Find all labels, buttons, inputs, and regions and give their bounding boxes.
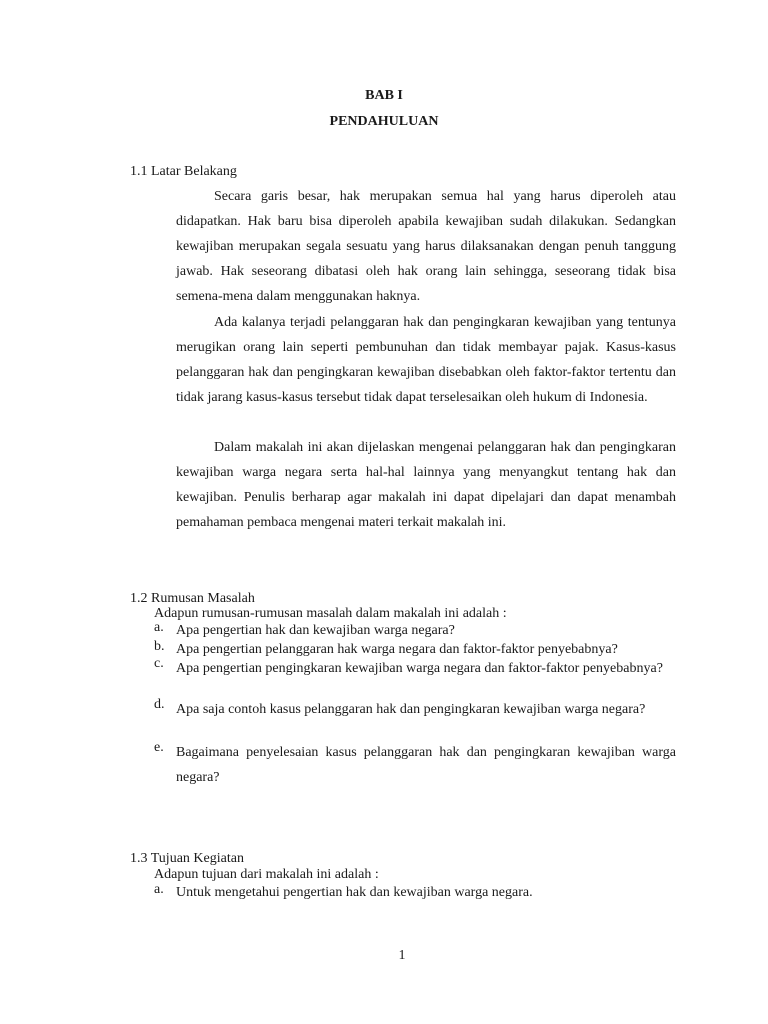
- section-heading-rumusan-masalah: 1.2 Rumusan Masalah: [130, 591, 255, 606]
- paragraph-3: Dalam makalah ini akan dijelaskan mengenai pelanggaran hak dan pengingkaran kewajiban warga negara serta hal-hal lainnya yang menyangkut tentang hak dan kewajiban. Penulis berharap agar makalah ini dapat dipelajari dan dapat menambah pemahaman pembaca mengenai materi terkait makalah ini.: [176, 440, 676, 530]
- section-heading-tujuan-kegiatan: 1.3 Tujuan Kegiatan: [130, 851, 244, 866]
- section-lead-rumusan: Adapun rumusan-rumusan masalah dalam makalah ini adalah :: [154, 606, 507, 621]
- list-item: [154, 620, 676, 641]
- list-item: [154, 656, 676, 681]
- list-item: [154, 697, 676, 722]
- list-item-letter: a.: [154, 882, 164, 897]
- list-item: [154, 740, 676, 790]
- chapter-label: BAB I: [365, 88, 403, 103]
- list-item-letter: e.: [154, 740, 164, 755]
- section-heading-latar-belakang: 1.1 Latar Belakang: [130, 164, 237, 179]
- list-item-text: Apa pengertian pelanggaran hak warga negara dan faktor-faktor penyebabnya?: [176, 642, 618, 657]
- list-item-letter: b.: [154, 639, 165, 654]
- list-item-text: Bagaimana penyelesaian kasus pelanggaran hak dan pengingkaran kewajiban warga negara?: [176, 745, 676, 785]
- list-item-text: Apa pengertian pengingkaran kewajiban warga negara dan faktor-faktor penyebabnya?: [176, 661, 663, 676]
- section-lead-tujuan: Adapun tujuan dari makalah ini adalah :: [154, 867, 379, 882]
- paragraph-1: Secara garis besar, hak merupakan semua hal yang harus diperoleh atau didapatkan. Hak baru bisa diperoleh apabila kewajiban sudah dilakukan. Sedangkan kewajiban merupakan segala sesuatu yang harus dilaksanakan dengan penuh tanggung jawab. Hak seseorang dibatasi oleh hak orang lain sehingga, seseorang tidak bisa semena-mena dalam menggunakan haknya.: [176, 189, 676, 304]
- paragraph-2: Ada kalanya terjadi pelanggaran hak dan pengingkaran kewajiban yang tentunya merugikan orang lain seperti pembunuhan dan tidak membayar pajak. Kasus-kasus pelanggaran hak dan pengingkaran kewajiban disebabkan oleh faktor-faktor tertentu dan tidak jarang kasus-kasus tersebut tidak dapat terselesaikan oleh hukum di Indonesia.: [176, 315, 676, 405]
- list-item-letter: c.: [154, 656, 164, 671]
- page-number: 1: [398, 948, 406, 963]
- chapter-title: PENDAHULUAN: [329, 114, 439, 129]
- list-item-text: Apa pengertian hak dan kewajiban warga negara?: [176, 623, 455, 638]
- list-item-letter: d.: [154, 697, 165, 712]
- list-item-letter: a.: [154, 620, 164, 635]
- list-item-text: Apa saja contoh kasus pelanggaran hak dan pengingkaran kewajiban warga negara?: [176, 702, 646, 717]
- list-item: [154, 882, 676, 903]
- list-item-text: Untuk mengetahui pengertian hak dan kewajiban warga negara.: [176, 885, 533, 900]
